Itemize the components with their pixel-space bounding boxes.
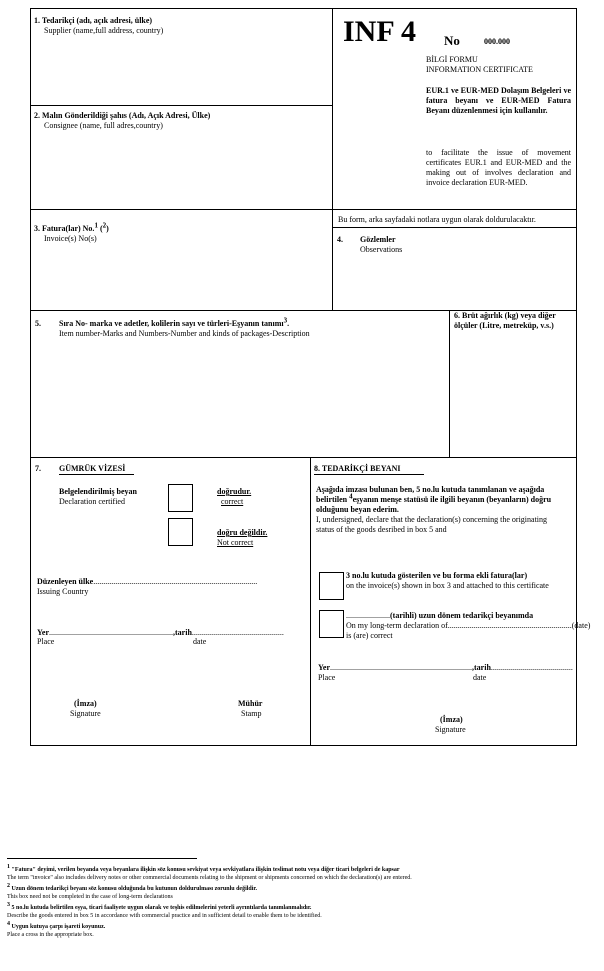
issuing-country-label: Düzenleyen ülke..................................................................................: [37, 577, 258, 586]
title-tr: BİLGİ FORMU: [426, 55, 478, 64]
box8-place-label-en: Place: [318, 673, 336, 682]
number-label: No: [444, 33, 460, 48]
footnote-2: $^2$ Uzun dönem tedarikçi beyanı söz konusu olduğunda bu kutunun doldurulması zorunlu değildir. This box need not be completed in the case of long-term declarations: [7, 883, 258, 900]
box1-subtitle: Supplier (name,full address, country): [44, 26, 164, 35]
footnote-separator: [7, 858, 197, 859]
box4-title: Gözlemler: [360, 235, 396, 244]
signature-label-tr: (İmza): [74, 699, 97, 708]
stamp-label-en: Stamp: [241, 709, 262, 718]
footnote-4: $^4$ Uygun kutuya çarpı işareti koyunuz. Place a cross in the appropriate box.: [7, 921, 106, 938]
footnote-1: $^1$ "Fatura" deyimi, verilen beyanda veya beyanlara ilişkin söz konusu sevkiyat veya sevkiyatlara ilişkin teslimat notu veya diğer ticari belgeleri de kapsar The term "invoice" also includes delivery notes or other commercial documents relating to the shipment or shipments concerned on which the declaration(s) are entered.: [7, 864, 412, 881]
box4-number: 4.: [337, 235, 343, 244]
long-term-option-tr: ......................(tarihli) uzun dönem tedarikçi beyanımda: [346, 611, 534, 620]
box6-title: 6. Brüt ağırlık (kg) veya diğer ölçüler (Litre, metreküp, v.s.): [454, 311, 556, 330]
description-en: to facilitate the issue of movement certificates EUR.1 and EUR-MED and the making out of involves declaration and invoice declaration EUR-MED.: [426, 148, 571, 187]
box5-number: 5.: [35, 319, 41, 328]
description-tr: EUR.1 ve EUR-MED Dolaşım Belgeleri ve fatura beyanı ve EUR-MED Fatura Beyanı düzenlenmesi için kullanılır.: [426, 86, 571, 115]
box3-subtitle: Invoice(s) No(s): [44, 234, 97, 243]
form-code: INF 4: [343, 15, 417, 48]
long-term-option-en2: is (are) correct: [346, 631, 393, 640]
declaration-en-line2: status of the goods desribed in box 5 and: [316, 525, 447, 534]
signature-label-en: Signature: [70, 709, 101, 718]
box8-signature-en: Signature: [435, 725, 466, 734]
back-page-note: Bu form, arka sayfadaki notlara uygun olarak doldurulacaktır.: [338, 215, 536, 224]
place-label-en: Place: [37, 637, 55, 646]
certificate-number: 000.000: [484, 37, 510, 46]
not-correct-label-en: Not correct: [217, 538, 254, 547]
box7-title: GÜMRÜK VİZESİ: [59, 464, 126, 473]
long-term-option-en: On my long-term declaration of..............................................................(date): [346, 621, 591, 630]
not-correct-label-tr: doğru değildir.: [217, 528, 268, 537]
footnote-3: $^3$ 5 no.lu kutuda belirtilen eşya, ticari faaliyete uygun olarak ve teşhis edilmelerini yeterli ayrıntılarda tanımlanmalıdır. Describe the goods entered in box 5 in accordance with commercial practice and in sufficient detail to enable them to be identified.: [7, 902, 322, 919]
box2-title: 2. Malın Gönderildiği şahıs (Adı, Açık Adresi, Ülke): [34, 111, 211, 120]
place-label: Yer..............................................................,tarih..............................................: [37, 628, 284, 637]
box5-subtitle: Item number-Marks and Numbers-Number and kinds of packages-Description: [59, 329, 310, 338]
box8-place-label: Yer.......................................................................,tarih.........................................: [318, 663, 573, 672]
declaration-tr-line1: Aşağıda imzası bulunan ben, 5 no.lu kutuda tanımlanan ve aşağıda: [316, 485, 545, 494]
box3-title: 3. Fatura(lar) No.$^1$ ($^2$): [34, 221, 109, 233]
box2-subtitle: Consignee (name, full adres,country): [44, 121, 163, 130]
box4-subtitle: Observations: [360, 245, 403, 254]
correct-checkbox[interactable]: [168, 484, 193, 512]
box8-date-label-en: date: [473, 673, 487, 682]
long-term-option-checkbox[interactable]: [319, 610, 344, 638]
not-correct-checkbox[interactable]: [168, 518, 193, 546]
invoice-option-checkbox[interactable]: [319, 572, 344, 600]
declaration-en-line1: I, undersigned, declare that the declaration(s) concerning the originating: [316, 515, 548, 524]
correct-label-en: correct: [221, 497, 244, 506]
footnotes: [7, 866, 597, 939]
certified-label-en: Declaration certified: [59, 497, 125, 506]
declaration-tr-line2: belirtilen $^4$eşyanın menşe statüsü ile ilgili beyanın (beyanların) doğru: [316, 492, 552, 504]
declaration-tr-line3: olduğunu beyan ederim.: [316, 505, 399, 514]
title-en: INFORMATION CERTIFICATE: [426, 65, 533, 74]
box1-title: 1. Tedarikçi (adı, açık adresi, ülke): [34, 16, 153, 25]
invoice-option-en: on the invoice(s) shown in box 3 and attached to this certificate: [346, 581, 549, 590]
box8-signature-tr: (İmza): [440, 715, 463, 724]
date-label-en: date: [193, 637, 207, 646]
box8-title: 8. TEDARİKÇİ BEYANI: [314, 464, 401, 473]
form-frame: [30, 8, 591, 746]
box7-number: 7.: [35, 464, 41, 473]
stamp-label-tr: Mühür: [238, 699, 263, 708]
box5-title: Sıra No- marka ve adetler, kolilerin sayı ve türleri-Eşyanın tanımı$^3$.: [59, 316, 290, 328]
issuing-country-label-en: Issuing Country: [37, 587, 89, 596]
certified-label-tr: Belgelendirilmiş beyan: [59, 487, 137, 496]
correct-label-tr: doğrudur.: [217, 487, 252, 496]
invoice-option-tr: 3 no.lu kutuda gösterilen ve bu forma ekli fatura(lar): [346, 571, 528, 580]
